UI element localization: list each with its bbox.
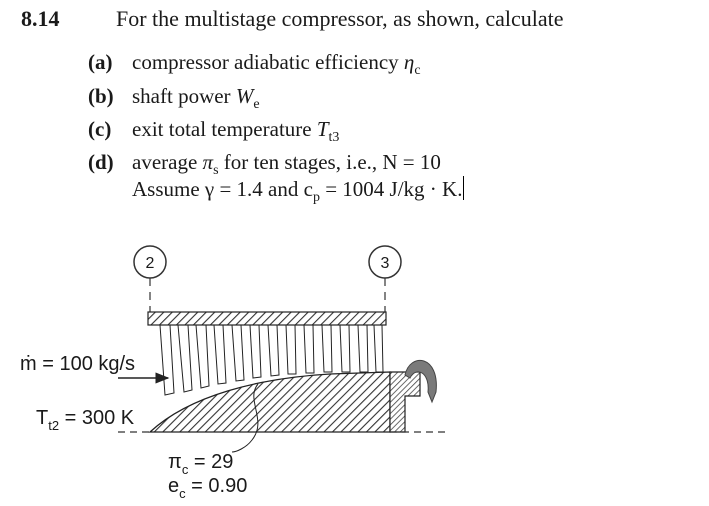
part-c-text: exit total temperature bbox=[132, 117, 317, 141]
poly-eff-value: = 0.90 bbox=[185, 475, 248, 497]
rotor-hub bbox=[150, 372, 390, 432]
station-3-label: 3 bbox=[380, 255, 390, 272]
pressure-ratio-label bbox=[168, 451, 233, 477]
pressure-ratio-sub: c bbox=[181, 462, 189, 477]
inlet-temp-label bbox=[36, 407, 135, 433]
mass-flow-label: ṁ = 100 kg/s bbox=[20, 353, 136, 375]
poly-eff-sub: c bbox=[179, 486, 186, 501]
problem-number: 8.14 bbox=[21, 6, 60, 31]
part-b-text: shaft power bbox=[132, 84, 236, 108]
compressor-casing bbox=[148, 312, 386, 325]
shaft-coupling bbox=[390, 372, 420, 432]
part-d-symbol: π bbox=[202, 150, 214, 174]
part-d-tail: for ten stages, i.e., N = 10 bbox=[218, 150, 441, 174]
assumption-sub: p bbox=[312, 190, 320, 205]
assumption-text: Assume γ = 1.4 and c bbox=[132, 177, 313, 201]
part-a-symbol: η bbox=[403, 50, 415, 74]
part-a-sub: c bbox=[414, 63, 421, 78]
inlet-temp-symbol: T bbox=[36, 407, 49, 429]
part-a-text: compressor adiabatic efficiency bbox=[132, 50, 404, 74]
part-b-sub: e bbox=[253, 97, 260, 112]
pressure-ratio-symbol: π bbox=[168, 451, 182, 473]
problem-intro: For the multistage compressor, as shown, calculate bbox=[116, 6, 564, 31]
part-b-symbol: W bbox=[235, 84, 254, 108]
part-b-label: (b) bbox=[88, 84, 114, 108]
part-a-label: (a) bbox=[88, 50, 113, 74]
poly-eff-label bbox=[168, 475, 247, 501]
assumption-tail: = 1004 J/kg · K. bbox=[319, 177, 463, 201]
part-d-label: (d) bbox=[88, 150, 114, 174]
poly-eff-symbol: e bbox=[168, 475, 180, 497]
part-d-sub: s bbox=[213, 163, 219, 178]
part-d-text: average bbox=[132, 150, 203, 174]
station-2-label: 2 bbox=[145, 255, 155, 272]
inlet-temp-value: = 300 K bbox=[59, 407, 135, 429]
inlet-temp-sub: t2 bbox=[48, 418, 60, 433]
pressure-ratio-value: = 29 bbox=[188, 451, 234, 473]
part-c-symbol: T bbox=[316, 117, 329, 141]
part-c-label: (c) bbox=[88, 117, 112, 141]
part-c-sub: t3 bbox=[328, 130, 340, 145]
